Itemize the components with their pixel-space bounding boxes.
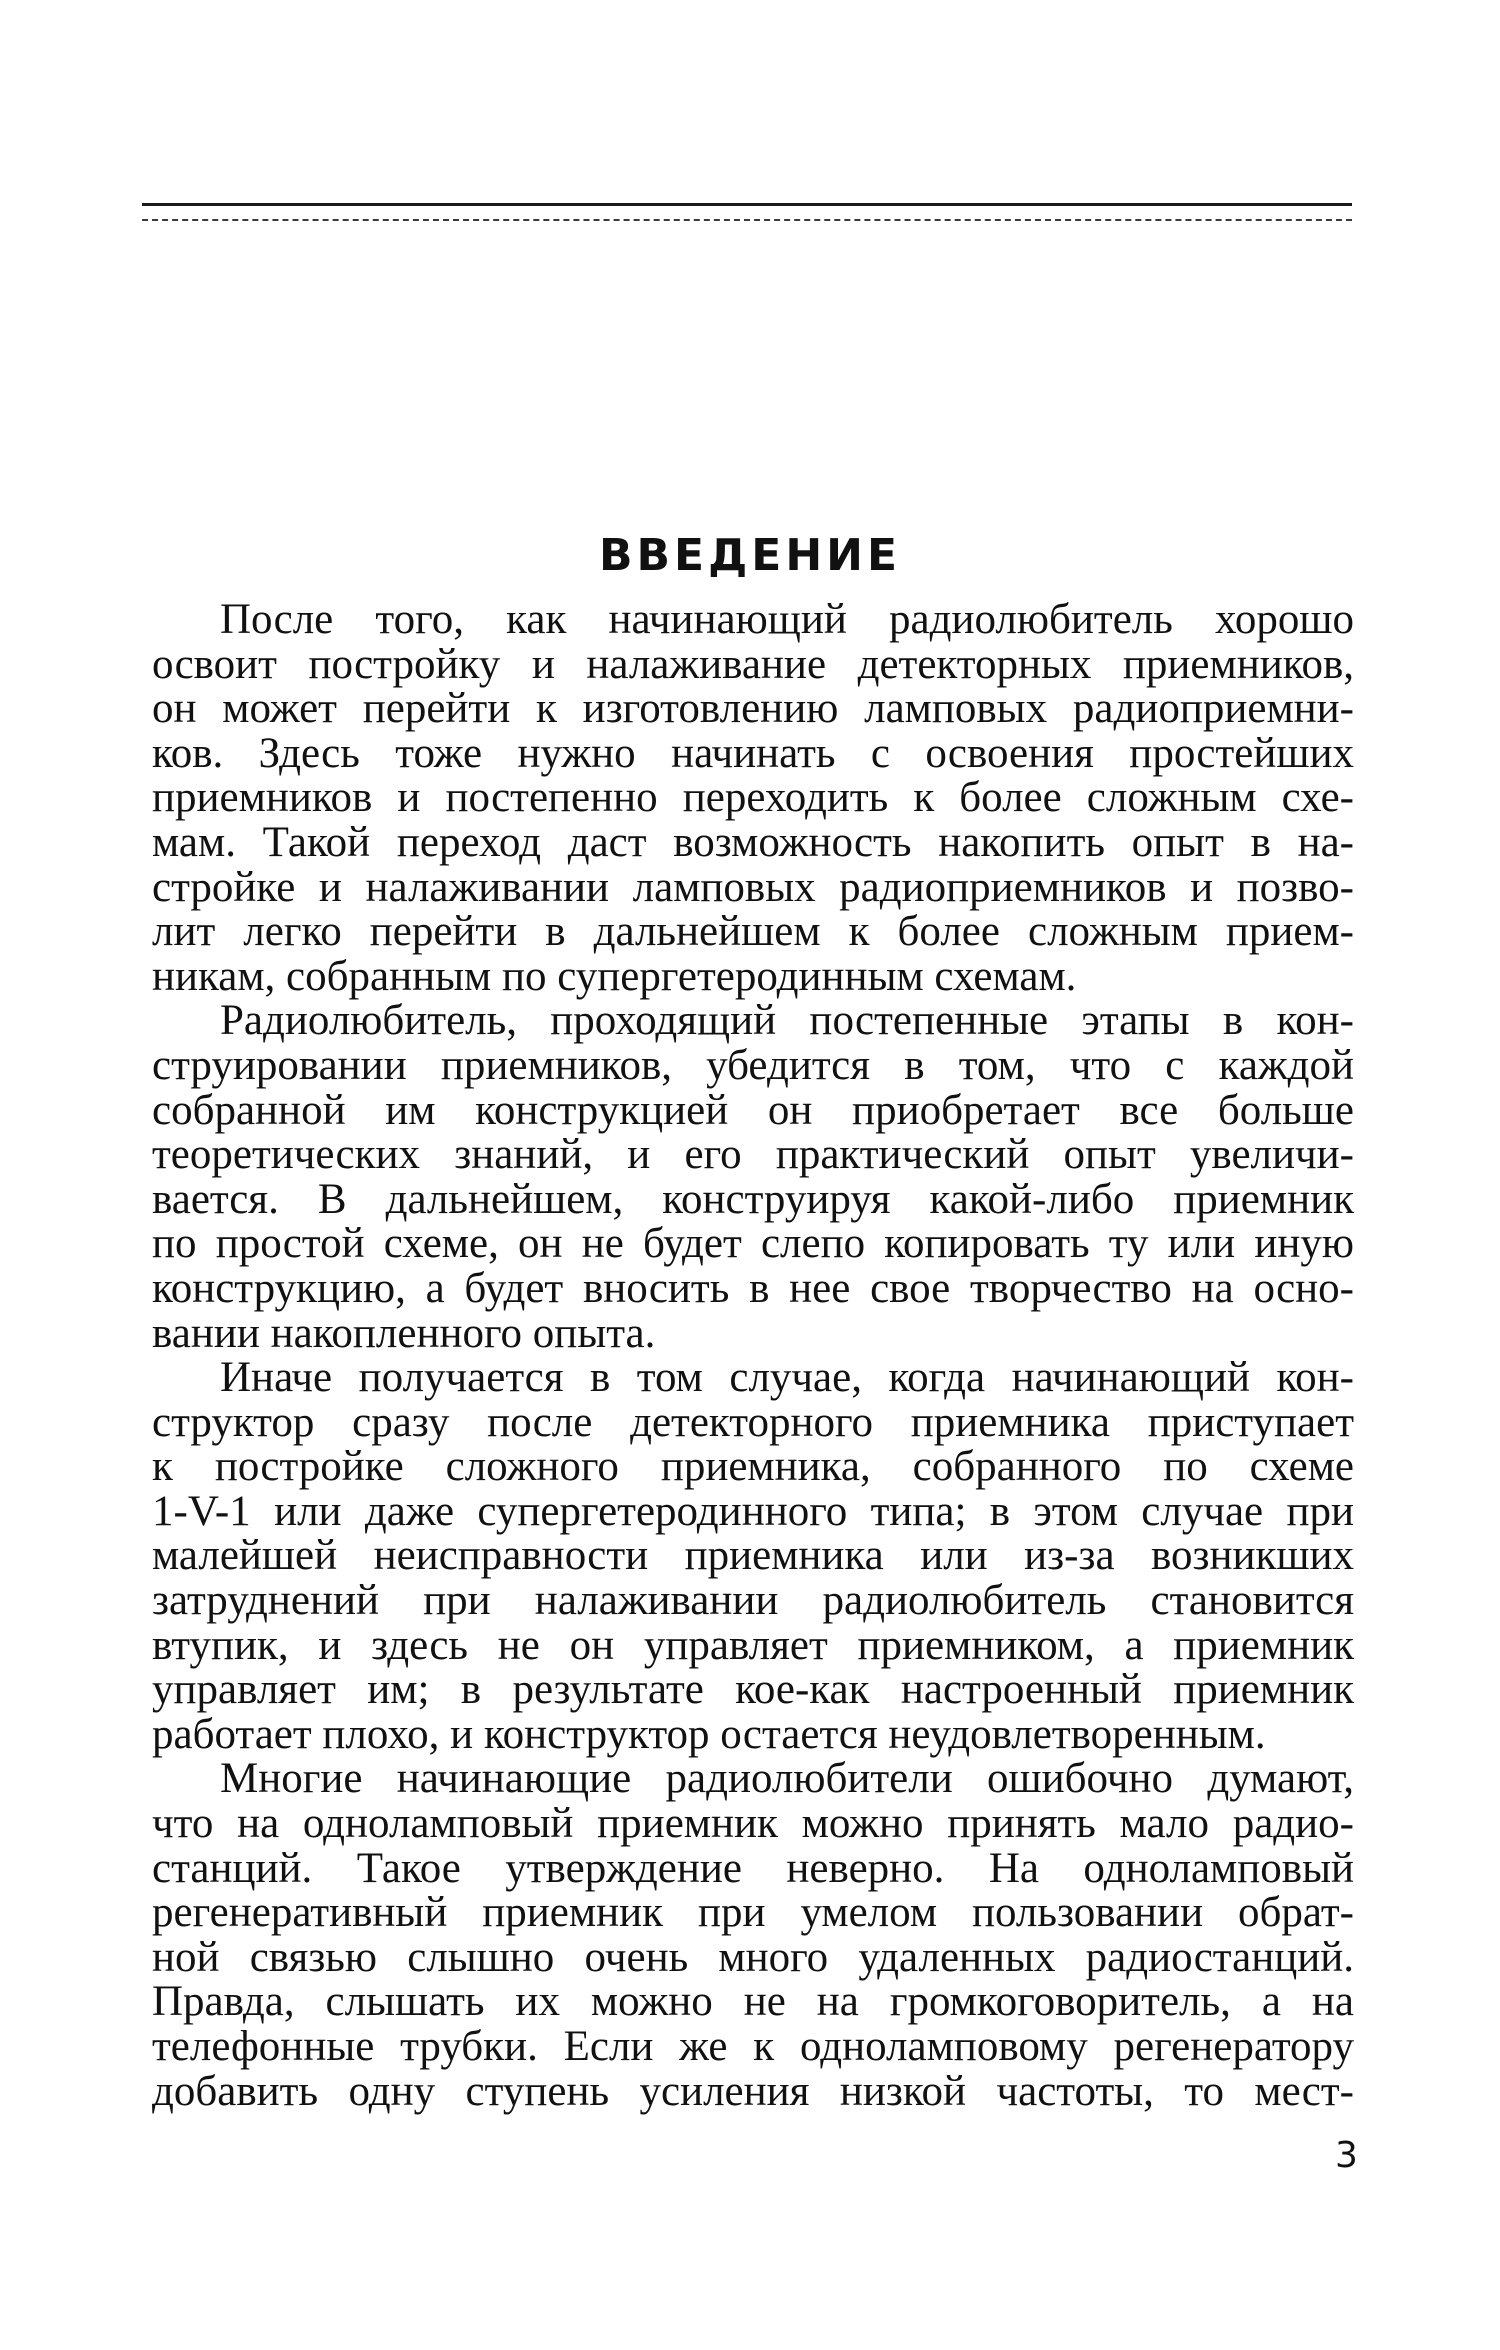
text-line: малейшей неисправности приемника или из-за возникших [152, 1532, 1354, 1580]
text-line: приемников и постепенно переходить к более сложным схе- [152, 774, 1354, 822]
text-line: конструкцию, а будет вносить в нее свое творчество на осно- [152, 1264, 1354, 1312]
text-line: ков. Здесь тоже нужно начинать с освоения простейших [152, 729, 1354, 777]
text-line: После того, как начинающий радиолюбитель хорошо [220, 596, 1354, 643]
text-line: регенеративный приемник при умелом пользовании обрат- [152, 1889, 1354, 1937]
text-line: вается. В дальнейшем, конструируя какой-либо приемник [152, 1175, 1354, 1223]
top-rule [142, 203, 1352, 206]
text-line: станций. Такое утверждение неверно. На одноламповый [152, 1844, 1354, 1892]
text-line: Радиолюбитель, проходящий постепенные этапы в кон- [220, 997, 1354, 1045]
text-line: теоретических знаний, и его практический опыт увеличи- [152, 1131, 1354, 1179]
text-line: стройке и налаживании ламповых радиоприемников и позво- [152, 863, 1354, 911]
text-line: никам, собранным по супергетеродинным схемам. [152, 952, 1077, 1000]
text-line: управляет им; в результате кое-как настроенный приемник [152, 1666, 1354, 1714]
text-line: телефонные трубки. Если же к одноламповому регенератору [152, 2023, 1354, 2070]
chapter-heading: ВВЕДЕНИЕ [598, 530, 902, 581]
text-line: что на одноламповый приемник можно принять мало радио- [152, 1800, 1354, 1848]
page-number: 3 [1335, 2135, 1358, 2176]
text-line: ной связью слышно очень много удаленных радиостанций. [152, 1933, 1354, 1981]
text-line: 1-V-1 или даже супергетеродинного типа; в этом случае при [152, 1487, 1354, 1535]
text-line: струировании приемников, убедится в том, что с каждой [152, 1041, 1354, 1089]
text-line: затруднений при налаживании радиолюбитель становится [152, 1577, 1354, 1625]
text-line: Многие начинающие радиолюбители ошибочно думают, [220, 1755, 1354, 1803]
text-line: мам. Такой переход даст возможность накопить опыт в на- [152, 818, 1354, 866]
top-rule-dashed [142, 219, 1352, 221]
text-line: к постройке сложного приемника, собранного по схеме [152, 1443, 1354, 1491]
text-line: втупик, и здесь не он управляет приемником, а приемник [152, 1621, 1354, 1669]
text-line: Иначе получается в том случае, когда начинающий кон- [220, 1354, 1354, 1402]
text-line: он может перейти к изготовлению ламповых радиоприемни- [152, 685, 1354, 733]
text-line: собранной им конструкцией он приобретает все больше [152, 1086, 1354, 1134]
body-text [152, 598, 1354, 2114]
text-line: структор сразу после детекторного приемника приступает [152, 1398, 1354, 1446]
text-line: добавить одну ступень усиления низкой частоты, то мест- [152, 2067, 1354, 2115]
text-line: освоит постройку и налаживание детекторных приемников, [152, 640, 1354, 688]
text-line: по простой схеме, он не будет слепо копировать ту или иную [152, 1220, 1354, 1268]
text-line: вании накопленного опыта. [152, 1309, 656, 1357]
text-line: лит легко перейти в дальнейшем к более сложным прием- [152, 908, 1354, 956]
text-line: Правда, слышать их можно не на громкоговоритель, а на [152, 1978, 1354, 2026]
text-line: работает плохо, и конструктор остается неудовлетворенным. [152, 1710, 1266, 1758]
